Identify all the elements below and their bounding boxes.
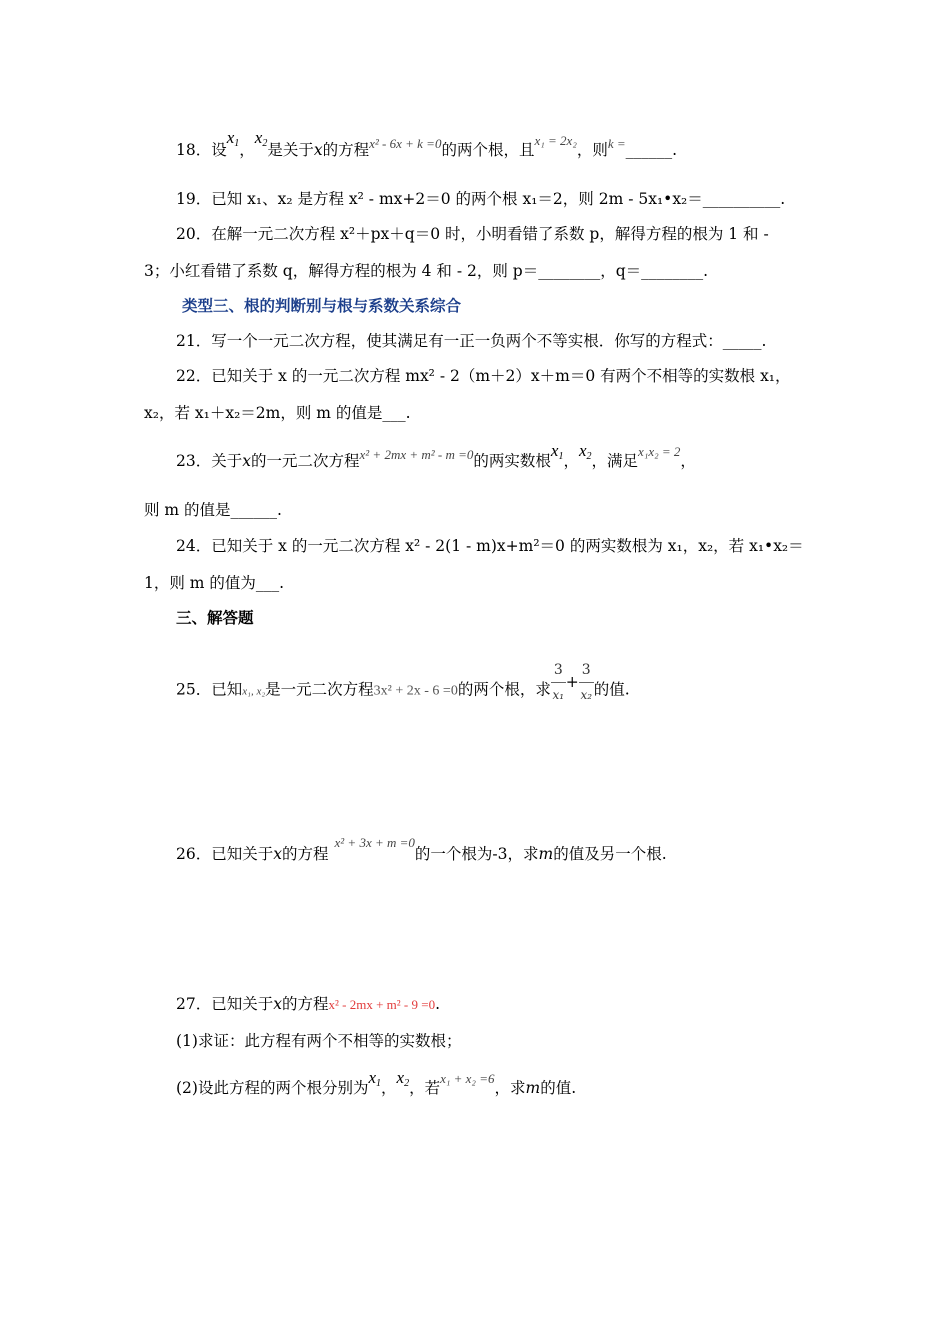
- equation-26: x² + 3x + m =0: [334, 835, 415, 850]
- question-20-line1: 20．在解一元二次方程 x²＋px＋q＝0 时，小明看错了系数 p，解得方程的根为 1 和 -: [176, 225, 769, 243]
- equation-27: x² - 2mx + m² - 9 =0: [328, 997, 436, 1012]
- var-x1: $x_1$: [368, 1068, 382, 1089]
- equation-25: 3x² + 2x - 6 =0: [373, 683, 458, 699]
- question-22-line1: 22．已知关于 x 的一元二次方程 mx² - 2（m＋2）x＋m＝0 有两个不相等的实数根 x₁，: [176, 367, 791, 385]
- var-x2: $x_2$: [396, 1068, 410, 1089]
- question-20-line2: 3；小红看错了系数 q，解得方程的根为 4 和 - 2，则 p＝________，q＝________.: [144, 262, 709, 280]
- fraction-1: $\frac{3}{\text{x₁}}$: [552, 662, 565, 702]
- question-23-line2: 则 m 的值是______.: [144, 501, 282, 519]
- condition-23: x₁x₂ = 2: [638, 444, 681, 459]
- question-22-line2: x₂，若 x₁＋x₂＝2m，则 m 的值是___.: [144, 404, 411, 422]
- equation-18: x² - 6x + k =0: [369, 136, 442, 151]
- part-heading: 三、解答题: [176, 609, 254, 627]
- question-27: 27．已知关于x的方程x² - 2mx + m² - 9 =0.: [176, 995, 441, 1013]
- fraction-2: $\frac{3}{\text{x₂}}$: [580, 662, 593, 702]
- var-x1: $x_1$: [226, 128, 240, 149]
- condition-27: x₁ + x₂ =6: [440, 1071, 495, 1086]
- question-19: 19．已知 x₁、x₂ 是方程 x² - mx+2＝0 的两个根 x₁＝2，则 2m - 5x₁•x₂＝__________.: [176, 190, 786, 208]
- question-26: 26．已知关于x的方程$^{x^2 + 3x + m =0}$的一个根为-3，求m的值及另一个根.: [176, 835, 667, 863]
- question-27-part2: (2)设此方程的两个根分别为$x_1$，$x_2$，若$^{x_1 + x_2 =6}$，求m的值.: [176, 1068, 577, 1097]
- question-24-line1: 24．已知关于 x 的一元二次方程 x² - 2(1 - m)x+m²＝0 的两实数根为 x₁，x₂，若 x₁•x₂＝: [176, 537, 804, 555]
- section-heading: 类型三、根的判断别与根与系数关系综合: [182, 297, 462, 315]
- question-23: 23．关于x的一元二次方程$^{x^2 + 2mx + m^2 - m =0}$的两实数根$x_1$，$x_2$，满足$^{x_1x_2 = 2}$，: [176, 441, 696, 470]
- question-18: 18．设$x_1$，$x_2$是关于x的方程$^{x^2 - 6x + k =0}$的两个根，且$^{x_1 = 2x_2}$，则$^{k =}$______.: [176, 128, 678, 159]
- var-x1: $x_1$: [550, 441, 564, 462]
- question-25: 25．已知x₁, x₂是一元二次方程3x² + 2x - 6 =0的两个根，求 $\frac{3}{\text{x₁}}$ + $\frac{3}{\text{x₂}}$ 的值.: [176, 668, 630, 713]
- var-x2: $x_2$: [578, 441, 592, 462]
- condition-18: x₁ = 2x₂: [534, 133, 577, 148]
- equation-23: x² + 2mx + m² - m =0: [359, 447, 474, 462]
- question-21: 21．写一个一元二次方程，使其满足有一正一负两个不等实根．你写的方程式：_____.: [176, 332, 767, 350]
- question-24-line2: 1，则 m 的值为___.: [144, 574, 285, 592]
- var-x2: $x_2$: [254, 128, 268, 149]
- question-27-part1: (1)求证：此方程有两个不相等的实数根；: [176, 1032, 462, 1050]
